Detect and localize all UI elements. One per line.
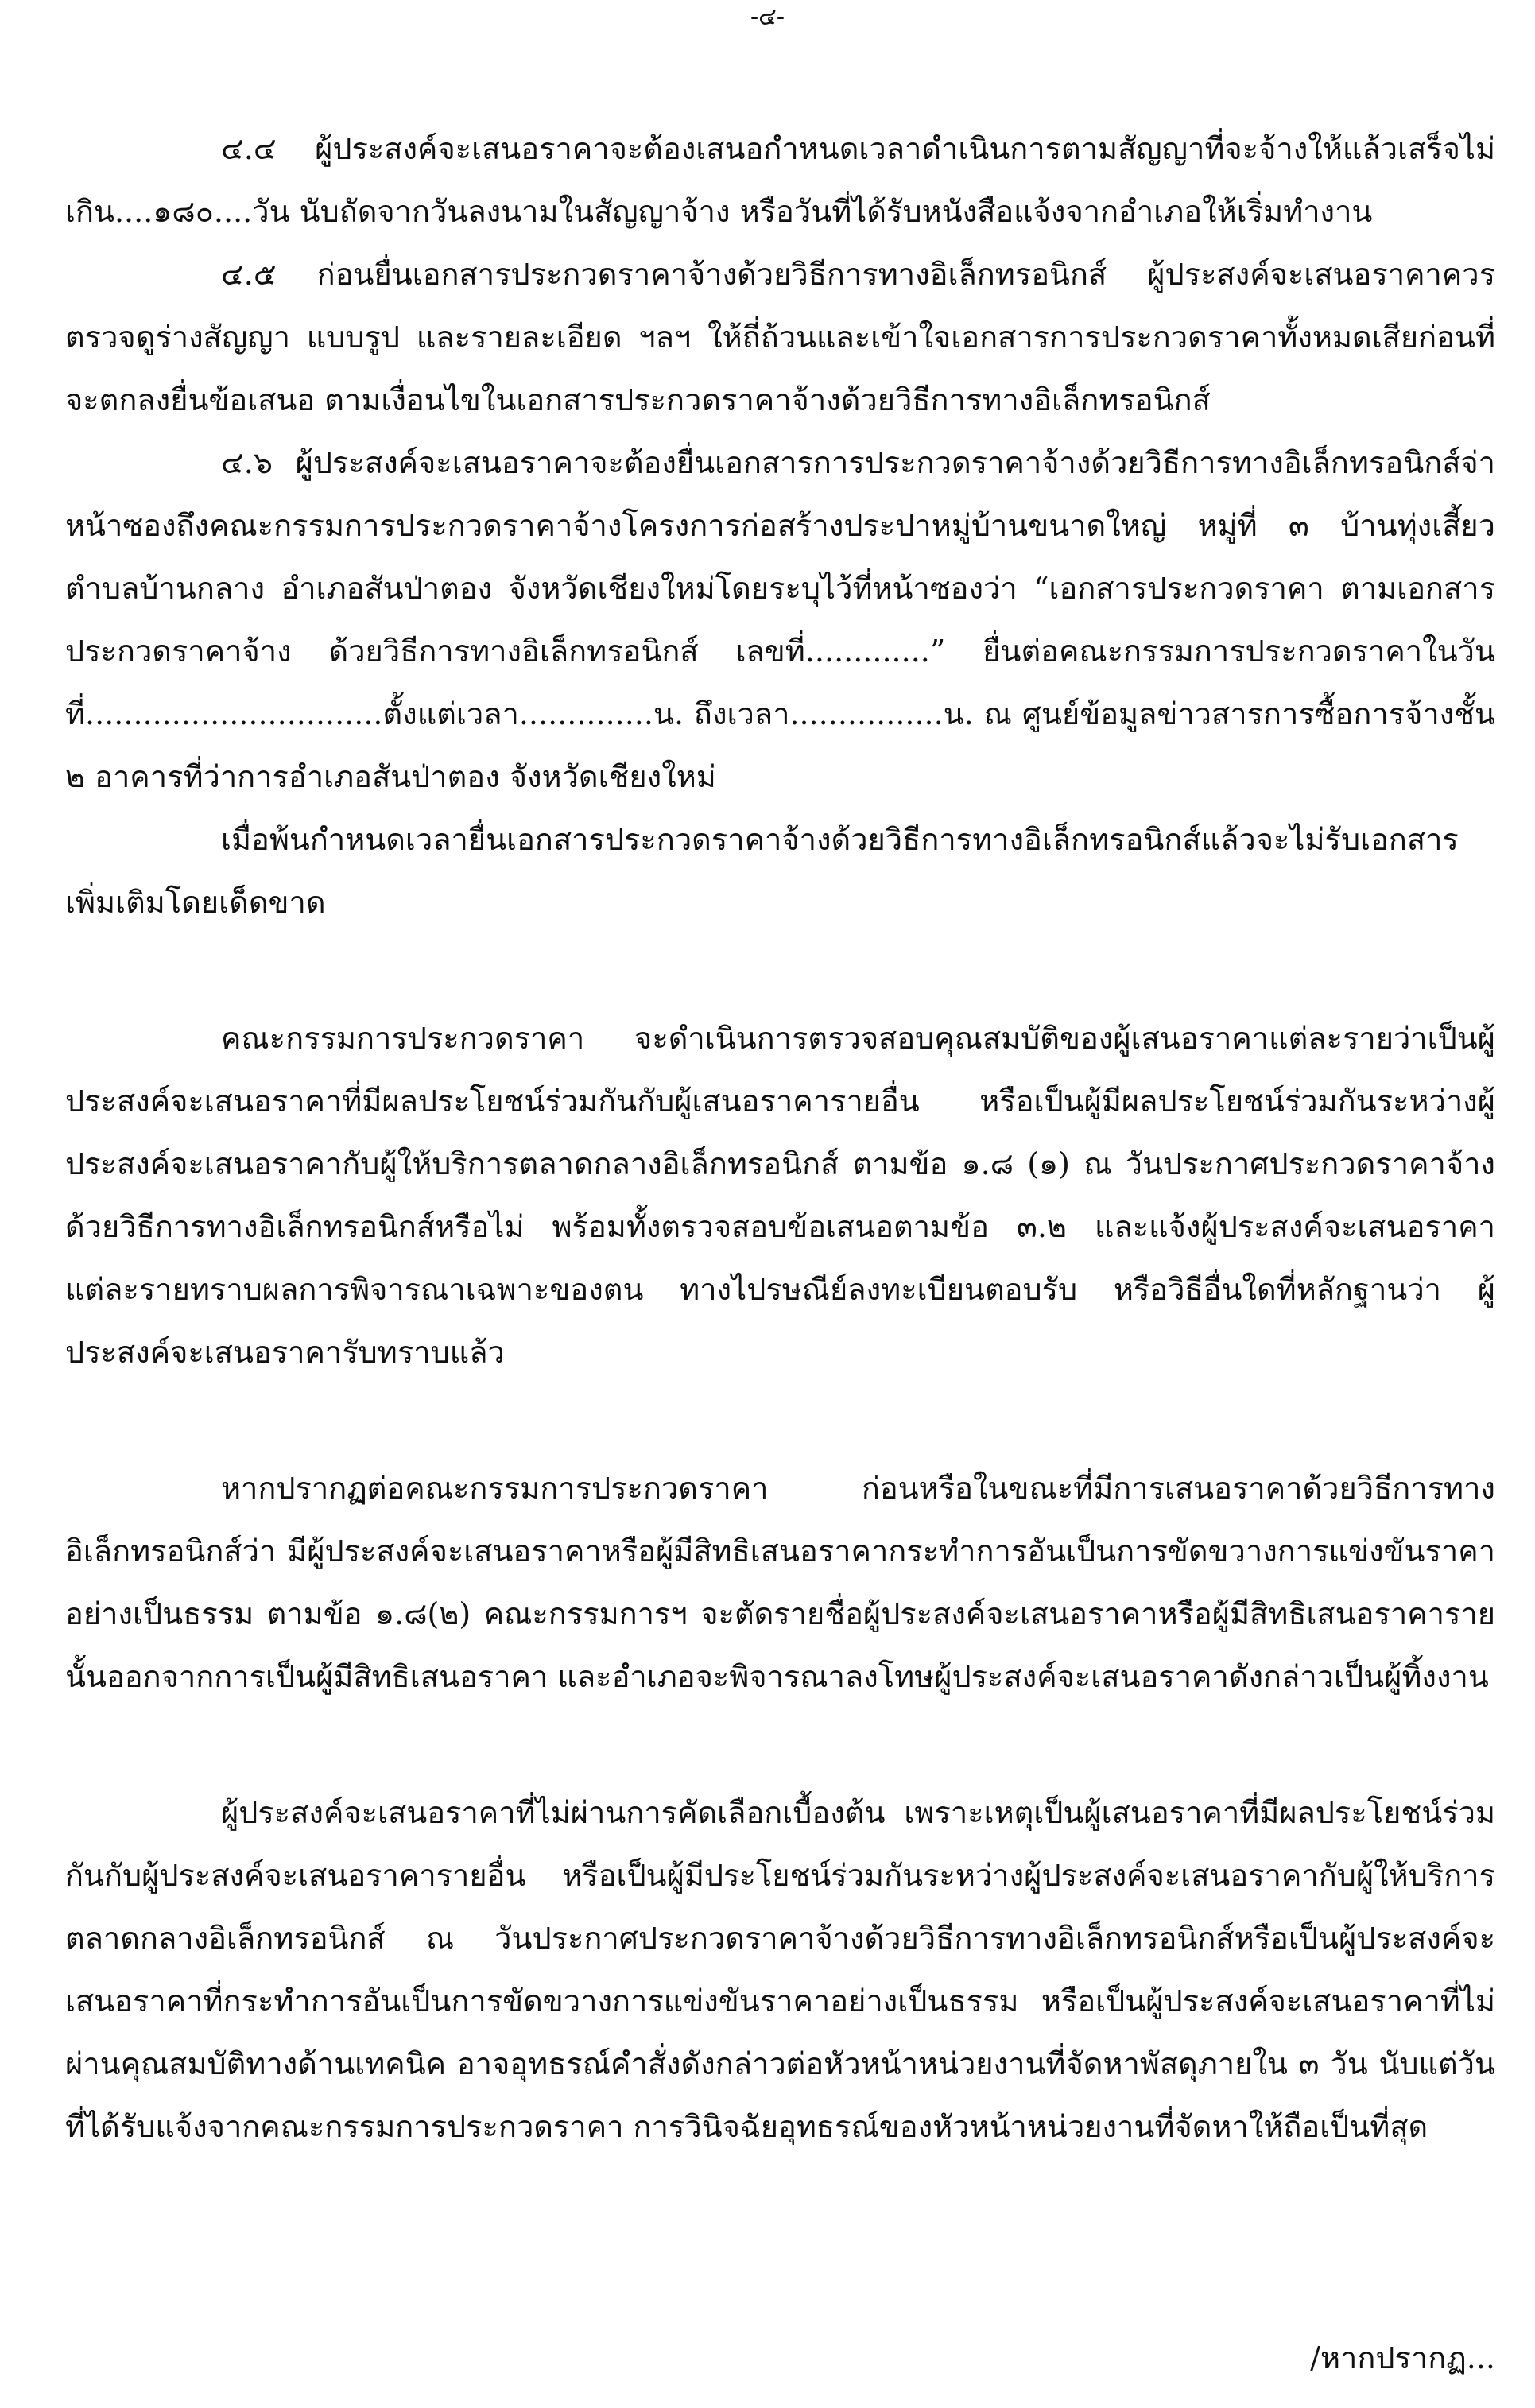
paragraph-spacer — [65, 1708, 1495, 1782]
paragraph-unfair-competition: หากปรากฏต่อคณะกรรมการประกวดราคา ก่อนหรือในขณะที่มีการเสนอราคาด้วยวิธีการทางอิเล็กทรอนิกส์ว่า มีผู้ประสงค์จะเสนอราคาหรือผู้มีสิทธิเสนอราคากระทำการอันเป็นการขัดขวางการแข่งขันราคาอย่างเป็นธรรม ตามข้อ ๑.๘(๒) คณะกรรมการฯ จะตัดรายชื่อผู้ประสงค์จะเสนอราคาหรือผู้มีสิทธิเสนอราคารายนั้นออกจากการเป็นผู้มีสิทธิเสนอราคา และอำเภอจะพิจารณาลงโทษผู้ประสงค์จะเสนอราคาดังกล่าวเป็นผู้ทิ้งงาน — [65, 1471, 1495, 1694]
paragraph-spacer — [65, 1384, 1495, 1457]
paragraph-late-submission: เมื่อพ้นกำหนดเวลายื่นเอกสารประกวดราคาจ้างด้วยวิธีการทางอิเล็กทรอนิกส์แล้วจะไม่รับเอกสารเพิ่มเติมโดยเด็ดขาด — [65, 822, 1459, 920]
paragraph-4-4-duration: ๔.๔ ผู้ประสงค์จะเสนอราคาจะต้องเสนอกำหนดเวลาดำเนินการตามสัญญาที่จะจ้างให้แล้วเสร็จไม่เกิน....๑๘๐....วัน นับถัดจากวันลงนามในสัญญาจ้าง หรือวันที่ได้รับหนังสือแจ้งจากอำเภอให้เริ่มทำงาน — [65, 131, 1495, 229]
page-number: -๔- — [750, 3, 785, 31]
paragraph-appeal: ผู้ประสงค์จะเสนอราคาที่ไม่ผ่านการคัดเลือกเบื้องต้น เพราะเหตุเป็นผู้เสนอราคาที่มีผลประโยชน์ร่วมกันกับผู้ประสงค์จะเสนอราคารายอื่น หรือเป็นผู้มีประโยชน์ร่วมกันระหว่างผู้ประสงค์จะเสนอราคากับผู้ให้บริการตลาดกลางอิเล็กทรอนิกส์ ณ วันประกาศประกวดราคาจ้างด้วยวิธีการทางอิเล็กทรอนิกส์หรือเป็นผู้ประสงค์จะเสนอราคาที่กระทำการอันเป็นการขัดขวางการแข่งขันราคาอย่างเป็นธรรม หรือเป็นผู้ประสงค์จะเสนอราคาที่ไม่ผ่านคุณสมบัติทางด้านเทคนิค อาจอุทธรณ์คำสั่งดังกล่าวต่อหัวหน้าหน่วยงานที่จัดหาพัสดุภายใน ๓ วัน นับแต่วันที่ได้รับแจ้งจากคณะกรรมการประกวดราคา การวินิจฉัยอุทธรณ์ของหัวหน้าหน่วยงานที่จัดหาให้ถือเป็นที่สุด — [65, 1795, 1495, 2144]
document-body — [65, 118, 1495, 2158]
paragraph-4-6-submission: ๔.๖ ผู้ประสงค์จะเสนอราคาจะต้องยื่นเอกสารการประกวดราคาจ้างด้วยวิธีการทางอิเล็กทรอนิกส์จ่าหน้าซองถึงคณะกรรมการประกวดราคาจ้างโครงการก่อสร้างประปาหมู่บ้านขนาดใหญ่ หมู่ที่ ๓ บ้านทุ่งเสี้ยว ตำบลบ้านกลาง อำเภอสันป่าตอง จังหวัดเชียงใหม่โดยระบุไว้ที่หน้าซองว่า “เอกสารประกวดราคา ตามเอกสารประกวดราคาจ้าง ด้วยวิธีการทางอิเล็กทรอนิกส์ เลขที่.............” ยื่นต่อคณะกรรมการประกวดราคาในวันที่...............................ตั้งแต่เวลา..............น. ถึงเวลา................น. ณ ศูนย์ข้อมูลข่าวสารการซื้อการจ้างชั้น ๒ อาคารที่ว่าการอำเภอสันป่าตอง จังหวัดเชียงใหม่ — [65, 445, 1495, 794]
continuation-note: /หากปรากฏ... — [1310, 2340, 1495, 2375]
paragraph-4-5-review-documents: ๔.๕ ก่อนยื่นเอกสารประกวดราคาจ้างด้วยวิธีการทางอิเล็กทรอนิกส์ ผู้ประสงค์จะเสนอราคาควรตรวจดูร่างสัญญา แบบรูป และรายละเอียด ฯลฯ ให้ถี่ถ้วนและเข้าใจเอกสารการประกวดราคาทั้งหมดเสียก่อนที่จะตกลงยื่นข้อเสนอ ตามเงื่อนไขในเอกสารประกวดราคาจ้างด้วยวิธีการทางอิเล็กทรอนิกส์ — [65, 257, 1495, 417]
paragraph-spacer — [65, 934, 1495, 1007]
paragraph-qualification-check: คณะกรรมการประกวดราคา จะดำเนินการตรวจสอบคุณสมบัติของผู้เสนอราคาแต่ละรายว่าเป็นผู้ประสงค์จะเสนอราคาที่มีผลประโยชน์ร่วมกันกับผู้เสนอราคารายอื่น หรือเป็นผู้มีผลประโยชน์ร่วมกันระหว่างผู้ประสงค์จะเสนอราคากับผู้ให้บริการตลาดกลางอิเล็กทรอนิกส์ ตามข้อ ๑.๘ (๑) ณ วันประกาศประกวดราคาจ้างด้วยวิธีการทางอิเล็กทรอนิกส์หรือไม่ พร้อมทั้งตรวจสอบข้อเสนอตามข้อ ๓.๒ และแจ้งผู้ประสงค์จะเสนอราคาแต่ละรายทราบผลการพิจารณาเฉพาะของตน ทางไปรษณีย์ลงทะเบียนตอบรับ หรือวิธีอื่นใดที่หลักฐานว่า ผู้ประสงค์จะเสนอราคารับทราบแล้ว — [65, 1021, 1495, 1370]
